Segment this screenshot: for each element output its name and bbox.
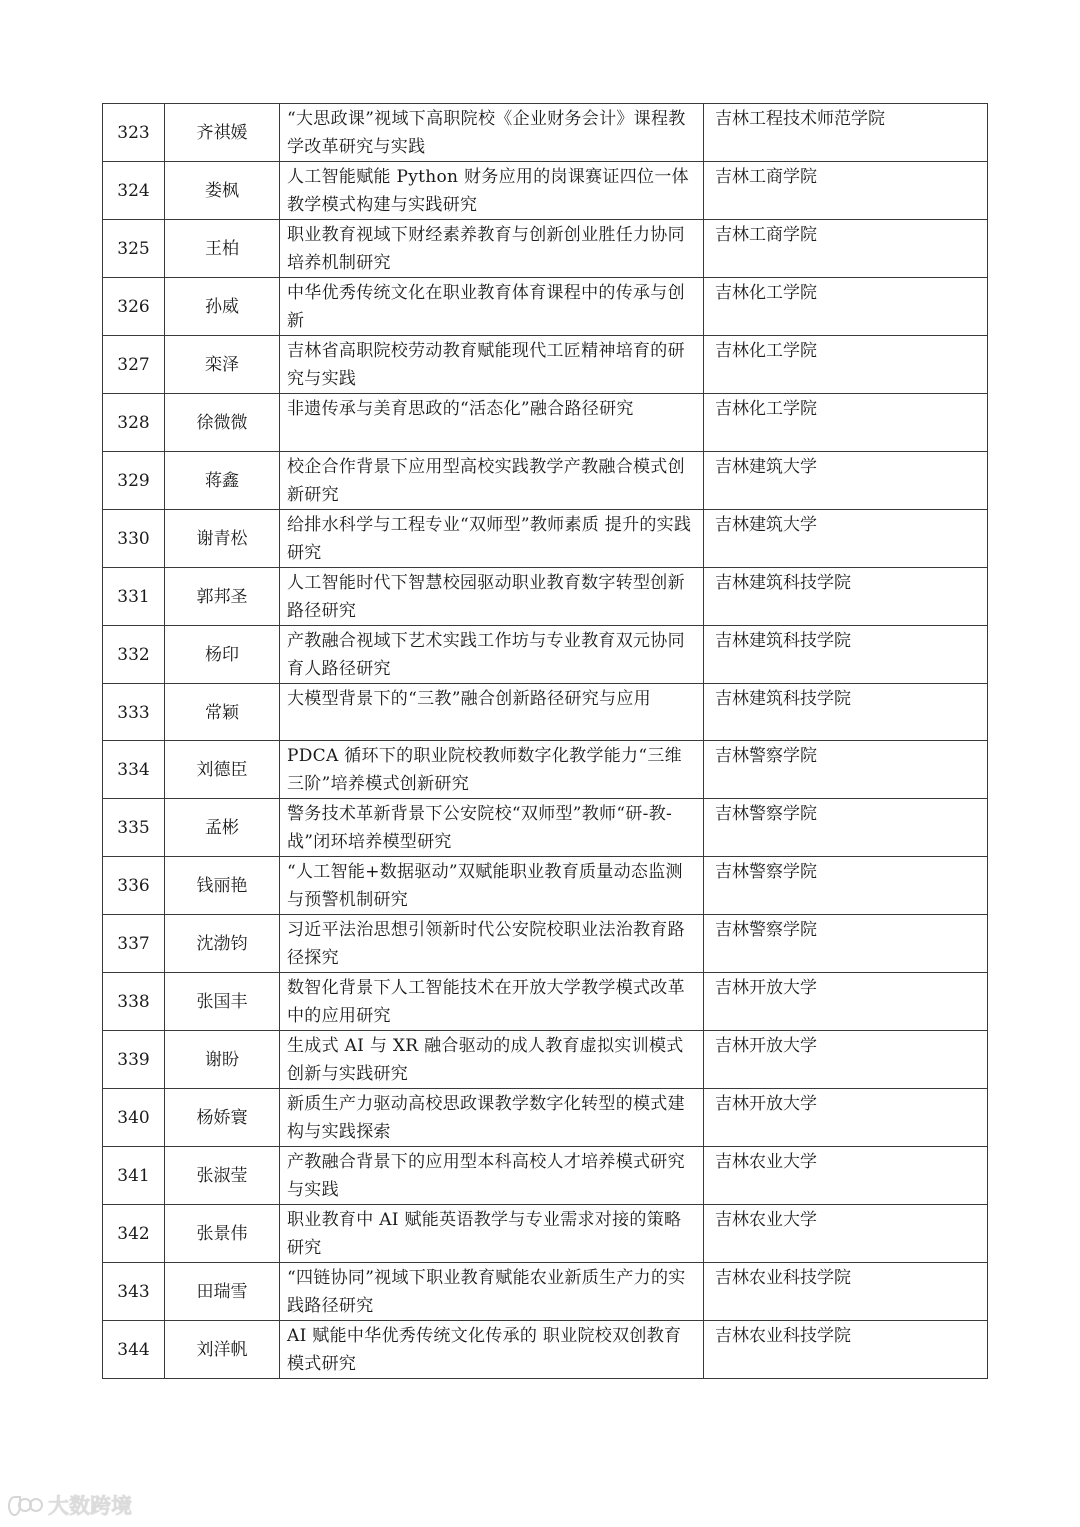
- applicant-name: 杨娇寰: [196, 1108, 248, 1128]
- row-number-cell: [103, 336, 165, 394]
- institution-name-cell: [704, 510, 988, 568]
- applicant-name-cell: [165, 1321, 280, 1379]
- project-title: “人工智能+数据驱动”双赋能职业教育质量动态监测与预警机制研究: [287, 862, 683, 910]
- project-title-cell: [280, 278, 704, 336]
- institution-name: 吉林农业科技学院: [715, 1268, 851, 1288]
- project-title-cell: [280, 452, 704, 510]
- row-number: 340: [117, 1108, 150, 1128]
- applicant-name-cell: [165, 1205, 280, 1263]
- row-number-cell: [103, 799, 165, 857]
- applicant-name-cell: [165, 510, 280, 568]
- applicant-name: 齐祺媛: [196, 123, 248, 143]
- project-title-cell: [280, 336, 704, 394]
- table-row: [103, 799, 988, 857]
- row-number: 341: [117, 1166, 150, 1186]
- applicant-name-cell: [165, 278, 280, 336]
- applicant-name-cell: [165, 162, 280, 220]
- institution-name-cell: [704, 336, 988, 394]
- watermark-text: 大数跨境: [48, 1494, 132, 1518]
- applicant-name: 谢盼: [205, 1050, 239, 1070]
- row-number: 336: [117, 876, 150, 896]
- applicant-name: 钱丽艳: [196, 876, 248, 896]
- row-number: 338: [117, 992, 150, 1012]
- applicant-name: 张景伟: [196, 1224, 248, 1244]
- row-number-cell: [103, 1321, 165, 1379]
- row-number: 333: [117, 702, 150, 723]
- project-title: 中华优秀传统文化在职业教育体育课程中的传承与创新: [287, 283, 685, 331]
- project-title-cell: [280, 568, 704, 626]
- applicant-name-cell: [165, 1263, 280, 1321]
- table-row: [103, 104, 988, 162]
- table-body: [103, 104, 988, 1379]
- applicant-name-cell: [165, 1089, 280, 1147]
- row-number-cell: [103, 1147, 165, 1205]
- row-number: 332: [117, 645, 150, 665]
- applicant-name-cell: [165, 104, 280, 162]
- applicant-name-cell: [165, 452, 280, 510]
- applicant-name: 沈渤钧: [196, 934, 248, 954]
- applicant-name: 徐微微: [196, 413, 248, 433]
- project-title-cell: [280, 1031, 704, 1089]
- applicant-name: 张淑莹: [196, 1166, 248, 1186]
- applicant-name: 刘洋帆: [196, 1340, 248, 1360]
- project-title-cell: [280, 1205, 704, 1263]
- applicant-name: 谢青松: [196, 529, 248, 549]
- row-number: 324: [117, 181, 150, 201]
- project-title: 人工智能时代下智慧校园驱动职业教育数字转型创新路径研究: [287, 573, 685, 621]
- institution-name: 吉林建筑大学: [715, 515, 817, 535]
- row-number-cell: [103, 452, 165, 510]
- table-row: [103, 1147, 988, 1205]
- row-number: 337: [117, 934, 150, 954]
- applicant-name-cell: [165, 1147, 280, 1205]
- row-number: 342: [117, 1224, 150, 1244]
- row-number-cell: [103, 1031, 165, 1089]
- row-number: 339: [117, 1050, 150, 1070]
- row-number-cell: [103, 1089, 165, 1147]
- institution-name: 吉林警察学院: [715, 862, 817, 882]
- table-row: [103, 1263, 988, 1321]
- row-number-cell: [103, 626, 165, 684]
- project-title: AI 赋能中华优秀传统文化传承的 职业院校双创教育模式研究: [287, 1326, 682, 1374]
- project-title: PDCA 循环下的职业院校教师数字化教学能力“三维三阶”培养模式创新研究: [287, 746, 682, 794]
- applicant-name: 郭邦圣: [196, 587, 248, 607]
- institution-name: 吉林开放大学: [715, 978, 817, 998]
- project-title-cell: [280, 394, 704, 452]
- project-title: “四链协同”视域下职业教育赋能农业新质生产力的实践路径研究: [287, 1268, 686, 1316]
- institution-name-cell: [704, 1205, 988, 1263]
- project-title: 产教融合背景下的应用型本科高校人才培养模式研究与实践: [287, 1152, 685, 1200]
- table-row: [103, 915, 988, 973]
- project-title-cell: [280, 684, 704, 741]
- applicant-name: 杨印: [205, 645, 239, 665]
- applicant-name: 常颖: [205, 702, 239, 723]
- row-number: 323: [117, 123, 150, 143]
- table-row: [103, 162, 988, 220]
- project-title: 非遗传承与美育思政的“活态化”融合路径研究: [287, 399, 634, 419]
- project-title: 职业教育中 AI 赋能英语教学与专业需求对接的策略研究: [287, 1210, 682, 1258]
- row-number-cell: [103, 568, 165, 626]
- institution-name-cell: [704, 626, 988, 684]
- applicant-name-cell: [165, 336, 280, 394]
- institution-name: 吉林农业大学: [715, 1152, 817, 1172]
- table-row: [103, 1321, 988, 1379]
- applicant-name-cell: [165, 741, 280, 799]
- project-title: 给排水科学与工程专业“双师型”教师素质 提升的实践研究: [287, 515, 692, 563]
- institution-name-cell: [704, 104, 988, 162]
- project-title-cell: [280, 510, 704, 568]
- row-number-cell: [103, 510, 165, 568]
- applicant-name: 娄枫: [205, 181, 239, 201]
- project-title-cell: [280, 857, 704, 915]
- logo-icon: [8, 1494, 42, 1516]
- institution-name-cell: [704, 1147, 988, 1205]
- row-number-cell: [103, 394, 165, 452]
- applicant-name-cell: [165, 684, 280, 741]
- institution-name-cell: [704, 394, 988, 452]
- institution-name: 吉林警察学院: [715, 746, 817, 766]
- institution-name-cell: [704, 1089, 988, 1147]
- row-number: 331: [117, 587, 150, 607]
- row-number: 328: [117, 413, 150, 433]
- row-number: 334: [117, 760, 150, 780]
- project-title: 数智化背景下人工智能技术在开放大学教学模式改革中的应用研究: [287, 978, 685, 1026]
- applicant-name: 张国丰: [196, 992, 248, 1012]
- institution-name-cell: [704, 1321, 988, 1379]
- project-title: 职业教育视域下财经素养教育与创新创业胜任力协同培养机制研究: [287, 225, 685, 273]
- institution-name-cell: [704, 278, 988, 336]
- institution-name-cell: [704, 220, 988, 278]
- applicant-name: 孙威: [205, 297, 239, 317]
- row-number-cell: [103, 915, 165, 973]
- project-title: “大思政课”视域下高职院校《企业财务会计》课程教学改革研究与实践: [287, 109, 686, 157]
- institution-name: 吉林开放大学: [715, 1036, 817, 1056]
- institution-name: 吉林建筑科技学院: [715, 689, 851, 709]
- applicant-name-cell: [165, 1031, 280, 1089]
- row-number: 343: [117, 1282, 150, 1302]
- institution-name-cell: [704, 915, 988, 973]
- project-title: 习近平法治思想引领新时代公安院校职业法治教育路径探究: [287, 920, 685, 968]
- project-title-cell: [280, 1263, 704, 1321]
- table-row: [103, 1031, 988, 1089]
- row-number-cell: [103, 1263, 165, 1321]
- institution-name-cell: [704, 1263, 988, 1321]
- institution-name: 吉林工商学院: [715, 167, 817, 187]
- project-title-cell: [280, 220, 704, 278]
- applicant-name-cell: [165, 973, 280, 1031]
- institution-name-cell: [704, 741, 988, 799]
- table-row: [103, 741, 988, 799]
- institution-name: 吉林化工学院: [715, 399, 817, 419]
- project-title: 吉林省高职院校劳动教育赋能现代工匠精神培育的研究与实践: [287, 341, 685, 389]
- institution-name: 吉林开放大学: [715, 1094, 817, 1114]
- row-number-cell: [103, 684, 165, 741]
- table-row: [103, 220, 988, 278]
- applicant-name: 刘德臣: [196, 760, 248, 780]
- applicant-name-cell: [165, 799, 280, 857]
- institution-name: 吉林警察学院: [715, 920, 817, 940]
- table-row: [103, 510, 988, 568]
- project-title-cell: [280, 915, 704, 973]
- institution-name: 吉林工商学院: [715, 225, 817, 245]
- institution-name-cell: [704, 568, 988, 626]
- project-title-cell: [280, 741, 704, 799]
- row-number: 330: [117, 529, 150, 549]
- institution-name: 吉林警察学院: [715, 804, 817, 824]
- applicant-name: 蒋鑫: [205, 471, 239, 491]
- project-title-cell: [280, 1089, 704, 1147]
- applicant-name: 王柏: [205, 239, 239, 259]
- project-title-cell: [280, 973, 704, 1031]
- project-title: 人工智能赋能 Python 财务应用的岗课赛证四位一体教学模式构建与实践研究: [287, 167, 689, 215]
- row-number-cell: [103, 104, 165, 162]
- applicant-name: 孟彬: [205, 818, 239, 838]
- table-row: [103, 973, 988, 1031]
- institution-name: 吉林建筑大学: [715, 457, 817, 477]
- institution-name: 吉林农业科技学院: [715, 1326, 851, 1346]
- applicant-name-cell: [165, 394, 280, 452]
- row-number: 329: [117, 471, 150, 491]
- project-title: 校企合作背景下应用型高校实践教学产教融合模式创新研究: [287, 457, 685, 505]
- institution-name-cell: [704, 799, 988, 857]
- institution-name-cell: [704, 1031, 988, 1089]
- row-number-cell: [103, 220, 165, 278]
- row-number-cell: [103, 278, 165, 336]
- row-number-cell: [103, 741, 165, 799]
- table-row: [103, 278, 988, 336]
- institution-name-cell: [704, 684, 988, 741]
- applicant-name-cell: [165, 568, 280, 626]
- project-title-cell: [280, 1321, 704, 1379]
- row-number: 335: [117, 818, 150, 838]
- project-title-cell: [280, 799, 704, 857]
- project-title: 大模型背景下的“三教”融合创新路径研究与应用: [287, 689, 651, 709]
- table-row: [103, 857, 988, 915]
- applicant-name-cell: [165, 626, 280, 684]
- project-title: 警务技术革新背景下公安院校“双师型”教师“研-教-战”闭环培养模型研究: [287, 804, 673, 852]
- institution-name: 吉林化工学院: [715, 341, 817, 361]
- institution-name-cell: [704, 857, 988, 915]
- table-row: [103, 1089, 988, 1147]
- table-row: [103, 1205, 988, 1263]
- row-number: 327: [117, 355, 150, 375]
- row-number-cell: [103, 973, 165, 1031]
- row-number: 344: [117, 1340, 150, 1360]
- applicant-name-cell: [165, 220, 280, 278]
- project-title-cell: [280, 104, 704, 162]
- institution-name-cell: [704, 452, 988, 510]
- project-title-cell: [280, 162, 704, 220]
- applicant-name-cell: [165, 857, 280, 915]
- project-title: 新质生产力驱动高校思政课教学数字化转型的模式建构与实践探索: [287, 1094, 685, 1142]
- row-number: 326: [117, 297, 150, 317]
- project-title: 生成式 AI 与 XR 融合驱动的成人教育虚拟实训模式创新与实践研究: [287, 1036, 684, 1084]
- project-title-cell: [280, 1147, 704, 1205]
- project-title: 产教融合视域下艺术实践工作坊与专业教育双元协同育人路径研究: [287, 631, 685, 679]
- applicant-name-cell: [165, 915, 280, 973]
- row-number-cell: [103, 857, 165, 915]
- table-row: [103, 394, 988, 452]
- project-title-cell: [280, 626, 704, 684]
- table-row: [103, 684, 988, 741]
- project-list-table: [102, 103, 988, 1379]
- applicant-name: 田瑞雪: [196, 1282, 248, 1302]
- row-number: 325: [117, 239, 150, 259]
- table-row: [103, 568, 988, 626]
- institution-name-cell: [704, 162, 988, 220]
- institution-name: 吉林化工学院: [715, 283, 817, 303]
- row-number-cell: [103, 162, 165, 220]
- table-row: [103, 336, 988, 394]
- watermark: [8, 1490, 132, 1520]
- applicant-name: 栾泽: [205, 355, 239, 375]
- table-row: [103, 452, 988, 510]
- institution-name: 吉林建筑科技学院: [715, 631, 851, 651]
- institution-name: 吉林工程技术师范学院: [715, 109, 885, 129]
- institution-name: 吉林建筑科技学院: [715, 573, 851, 593]
- row-number-cell: [103, 1205, 165, 1263]
- institution-name: 吉林农业大学: [715, 1210, 817, 1230]
- institution-name-cell: [704, 973, 988, 1031]
- table-row: [103, 626, 988, 684]
